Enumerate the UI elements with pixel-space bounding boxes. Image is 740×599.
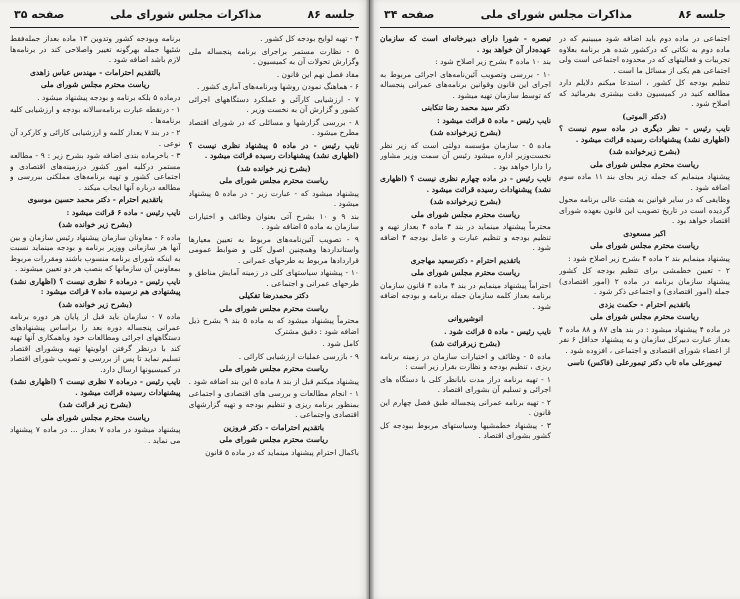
text-paragraph: کامل شود .: [322, 339, 359, 348]
text-paragraph: ۲ - در بند ۷ بعداز کلمه و ارزشیابی کارائی و کارکرد آن نوعی .: [10, 128, 181, 148]
text-paragraph: برنامه وبودجه کشور وتدوین ۱۳ ماده بعداز جمله‌فقط شئیها جمله بهرگونه تغییر واصلاحی کند در برنامه‌ها لازم باشد اضافه شود .: [10, 34, 181, 64]
centered-line: بالتقدیم احترامات - مهندس عباس زاهدی: [29, 67, 161, 77]
centered-line: (بشرح زیرخوانده شد): [608, 147, 681, 156]
text-paragraph: ۳ - پیشنهاد خطمشیها وسیاستهای مربوط ببودجه کل کشور بشورای اقتصاد .: [380, 420, 551, 440]
speaker-paragraph: نایب رئیس - درماده ۷ نظری نیست ؟ (اظهاری نشد) پیشنهادات رسیده قرائت میشود .: [10, 377, 181, 397]
text-paragraph: محترماً پیشنهاد مینماید در بند ۴ ماده ۴ بعداز تهیه و تنظیم بودجه و تنظیم عبارت و عامل بودجه ۴ اضافه شود .: [380, 222, 551, 252]
text-paragraph: ۱۰ - بررسی وتصویب آئین‌نامه‌های اجرائی مربوط به اجرای این قانون وقوانین برنامه‌های عمرانی پنجساله که توسط سازمان تهیه میشود .: [380, 69, 551, 100]
text-paragraph: درماده ۵ بلکه برنامه و بودجه پیشنهاد میشود .: [37, 92, 181, 102]
centered-line: (بشرح زیرخوانده شد): [429, 197, 502, 206]
centered-line: ریاست محترم مجلس شورای ملی: [40, 80, 150, 89]
centered-line: ریاست محترم مجلس شورای ملی: [219, 176, 329, 185]
text-paragraph: ۹ - تصویب آئین‌نامه‌های مربوط به تعیین معیارها واستانداردها وهمچنین اصول کلی و ضوابط عمومی قراردادها مربوط به طرحهای عمرانی .: [188, 234, 359, 265]
text-paragraph: احتراماً پیشنهاد مینمایم در بند ۴ ماده ۴ قانون سازمان برنامه بعداز کلمه سازمان جمله برنامه و بودجه اضافه شود .: [380, 280, 551, 311]
text-paragraph: ماده ۶ - معاونان سازمان پیشنهاد رئیس سازمان و بین آنها هر سازمانی ووزیر برنامه و بودجه مینماید نسبت به اینکه شورای برنامه منسوب باشند ومقررات مربوط بمعاونین آن سازمانها که بنصب هر دو تعیین میشوند .: [10, 232, 181, 273]
text-paragraph: پیشنهاد مینمایم بند ۲ ماده ۴ بشرح زیر اصلاح شود :: [568, 253, 730, 263]
text-paragraph: ۲ - تهیه برنامه عمرانی پنجساله طبق فصل چهارم این قانون .: [380, 397, 551, 417]
text-paragraph: محترماً پیشنهاد میشود که به ماده ۵ بند ۹ بشرح ذیل اضافه شود : دقیق مشترک: [188, 316, 359, 336]
speaker-paragraph: نایب رئیس - درماده ۶ نظری نیست ؟ (اظهاری نشد) پیشنهادی هم نرسیده ماده ۷ قرائت میشود :: [10, 276, 181, 296]
centered-line: (بشرح زیر خوانده شد): [58, 220, 133, 229]
speaker-paragraph: نایب رئیس - در ماده ۵ پیشنهاد نظری نیست ؟ (اظهاری نشد) پیشنهادات رسیده قرائت میشود .: [188, 140, 359, 160]
text-paragraph: ۹ - بازرسی عملیات ارزشیابی کارائی .: [238, 351, 359, 361]
centered-line: انوشیروانی: [447, 314, 484, 323]
centered-line: باتقدیم احترامات - دکتر فروزین: [223, 422, 325, 432]
text-paragraph: ماده ۵ - وظائف و اختیارات سازمان در زمینه برنامه ریزی ، تنظیم بودجه و نظارت بقرار زیر است :: [380, 351, 551, 371]
text-paragraph: در ماده ۴ پیشنهاد میشود : در بند های ۸۷ و ۸۸ ماده ۴ بعداز عبارت دبیرکل سازمان و به پیشنهاد حداقل ۶ نفر از اعضاء شورای اقتصادی و اجتماعی ، افزوده شود .: [559, 324, 730, 355]
right-page-header: [380, 8, 730, 28]
left-page-columns: [10, 34, 359, 594]
centered-line: اکبر مسعودی: [623, 228, 666, 238]
left-page-right-column: [189, 34, 360, 594]
centered-line: ریاست محترم مجلس شورای ملی: [219, 364, 329, 373]
centered-line: (دکتر الموتی): [622, 111, 667, 121]
centered-line: (بشرح زیر قرائت شد): [58, 400, 132, 409]
centered-line: ریاست محترم مجلس شورای ملی: [590, 241, 699, 250]
centered-line: ریاست محترم مجلس شورای ملی: [40, 412, 150, 422]
speaker-paragraph: تبصره - شورا دارای دبیرخانه‌ای است که سازمان عهده‌دار آن خواهد بود .: [380, 34, 551, 54]
text-paragraph: ۲ - تعیین خطمشی برای تنظیم بودجه کل کشور پیشنهاد سازمان برنامه در ماده ۲ (امور اقتصادی) جمله (امور اقتصادی) و اجتماعی ذکر شود .: [559, 266, 730, 296]
centered-line: ریاست محترم مجلس شورای ملی: [590, 312, 699, 321]
text-paragraph: پیشنهاد میشود در ماده ۷ بعداز ... در ماده ۷ پیشنهاد می نماید .: [10, 425, 181, 445]
text-paragraph: ۵ - نظارت مستمر براجرای برنامه پنجساله ملی وگزارش تحولات آن به کمیسیون .: [188, 46, 359, 66]
right-page: [370, 0, 740, 599]
speaker-paragraph: نایب رئیس - ماده ۵ قرائت شود .: [443, 326, 551, 336]
left-page-session: جلسه ۸۶: [307, 8, 355, 21]
text-paragraph: پیشنهاد میشود که - عبارت زیر - در ماده ۵ پیشنهاد میشود .: [188, 188, 359, 208]
left-page-number: صفحه ۳۵: [14, 8, 65, 21]
right-page-columns: [380, 34, 730, 594]
text-paragraph: مفاد فصل نهم این قانون .: [276, 69, 359, 79]
text-paragraph: ۴ - تهیه لوایح بودجه کل کشور .: [260, 34, 359, 43]
text-paragraph: باکمال احترام پیشنهاد مینماید که در ماده ۵ قانون: [205, 447, 359, 457]
text-paragraph: تنظیم بودجه کل کشور ، استدعا میکنم دلایلم دارد مطالعه کنید در کمیسیون دقت بیشتری بفرمائید که اصلاح شود .: [559, 78, 730, 108]
text-paragraph: ماده ۵ - سازمان مؤسسه دولتی است که زیر نظر نخست‌وزیر اداره میشود رئیس آن سمت وزیر مشاور را دارا خواهد بود .: [380, 140, 551, 171]
left-page-header: [10, 8, 359, 28]
centered-line: باتقدیم احترام - دکترسعید مهاجری: [410, 255, 521, 265]
text-paragraph: بند ۱۰ ماده ۴ بشرح زیر اصلاح شود :: [435, 57, 551, 66]
centered-line: دکتر محمدرضا تفکیلی: [238, 291, 309, 300]
text-paragraph: ۸ - بررسی گزارشها و مسائلی که در شورای اقتصاد مطرح میشود .: [188, 117, 359, 137]
book-gutter: [366, 0, 374, 599]
centered-line: (بشرح زیر خوانده شد): [58, 299, 133, 309]
text-paragraph: ۱ - درنقطه عبارت برنامه‌سالانه بودجه و ارزشیابی کلیه برنامه‌ها .: [10, 105, 181, 125]
centered-line: (بشرح زیر خوانده شد): [236, 163, 311, 173]
centered-line: (بشرح زیرخوانده شد): [429, 128, 502, 137]
centered-line: باتقدیم احترام - دکتر محمد حسین موسوی: [27, 195, 163, 204]
text-paragraph: ۶ - هماهنگ نمودن روشها وبرنامه‌های آماری کشور .: [197, 82, 359, 91]
text-paragraph: ۱ - انجام مطالعات و بررسی های اقتصادی و اجتماعی بمنظور برنامه ریزی و تنظیم بودجه و تهیه گزارشهای اقتصادی واجتماعی .: [188, 389, 359, 419]
left-page-left-column: [10, 34, 181, 594]
text-paragraph: ۱ - تهیه برنامه دراز مدت بابانظر کلی با دستگاه های اجرائی و تسلیم آن بشورای اقتصاد .: [380, 374, 551, 394]
right-page-number: صفحه ۳۴: [384, 8, 435, 21]
right-page-session: جلسه ۸۶: [678, 8, 726, 21]
centered-line: تیمورعلی ماه تاب دکتر تیمورعلی (فاکس) ناسی: [567, 358, 722, 367]
text-paragraph: ۷ - ارزشیابی کارآئی و عملکرد دستگاههای اجرائی کشور و گزارش آن به نخست وزیر .: [188, 94, 359, 114]
centered-line: دکتر سید محمد رضا تنکابنی: [421, 103, 510, 112]
text-paragraph: ماده ۷ - سازمان باید قبل از پایان هر دوره برنامه عمرانی پنجساله دوره بعد را براساس پیشنهادهای دستگاههای اجرائی ومطالعات خود وباهمکاری آنها تهیه کند با درنظر گرفتن اولویتها تهیه وبشورای اقتصاد تسلیم نماید تا پس از بررسی و تصویب شورای اقتصاد در کمیسیونها ارسال دارد.: [10, 312, 181, 374]
centered-line: (بشرح زیرقرائت شد): [430, 339, 501, 348]
text-paragraph: بند ۹ و ۱۰ بشرح آتی بعنوان وظائف و اختیارات سازمان به ماده ۵ اضافه شود .: [188, 211, 359, 231]
speaker-paragraph: نایب رئیس - در ماده چهارم نظری نیست ؟ (اظهاری نشد) پیشنهادات رسیده قرائت میشود .: [380, 174, 551, 194]
right-page-title: مذاکرات مجلس شورای ملی: [480, 8, 633, 21]
centered-line: ریاست محترم مجلس شورای ملی: [590, 159, 699, 169]
centered-line: ریاست محترم مجلس شورای ملی: [219, 435, 329, 444]
text-paragraph: پیشنهاد میکنم قبل از بند ۸ ماده ۵ این بند اضافه شود .: [188, 376, 359, 386]
left-page-title: مذاکرات مجلس شورای ملی: [110, 8, 262, 21]
text-paragraph: وظایفی که در سایر قوانین به هیئت عالی برنامه محول گردیده است در تاریخ تصویب این قانون بعهده شورای اقتصاد خواهد بود .: [559, 195, 730, 225]
text-paragraph: ۳ - باخرماده بندی اضافه شود بشرح زیر : ۹ - مطالعه مستمر درکلیه امور کشور درزمینه‌های اقتصادی و اجتماعی کشور و تهیه برنامه‌های مملکتی ببررسی و مطالعه درباره آنها ایجاب میکند .: [10, 151, 181, 192]
speaker-paragraph: نایب رئیس - نظر دیگری در ماده سوم نیست ؟ (اظهاری نشد) پیشنهادات رسیده قرائت میشود .: [559, 124, 730, 144]
right-page-right-column: [559, 34, 730, 594]
speaker-paragraph: نایب رئیس - ماده ۶ قرائت میشود :: [66, 207, 181, 217]
text-paragraph: اجتماعی در ماده دوم باید اضافه شود میبینیم که در ماده دوم به نکاتی که درکشور شده هر برنامه بعلاوه تجربیات و فعالیتهای که در محدوده اجتماعی است ولی اجتماعی هم یکی از مسائل ما است .: [559, 34, 730, 75]
centered-line: ریاست محترم مجلس شورای ملی: [411, 268, 520, 277]
centered-line: ریاست محترم مجلس شورای ملی: [411, 209, 520, 219]
centered-line: باتقدیم احترام - حکمت یزدی: [598, 299, 691, 309]
right-page-left-column: [380, 34, 551, 594]
text-paragraph: ۱۰ - پیشنهاد سیاستهای کلی در زمینه آمایش مناطق و طرحهای عمرانی و اجتماعی .: [188, 268, 359, 288]
speaker-paragraph: نایب رئیس - ماده ۵ قرائت میشود :: [437, 115, 551, 125]
text-paragraph: پیشنهاد مینمایم که جمله زیر بجای بند ۱۱ ماده سوم اضافه شود .: [559, 172, 730, 192]
centered-line: ریاست محترم مجلس شورای ملی: [219, 303, 329, 313]
